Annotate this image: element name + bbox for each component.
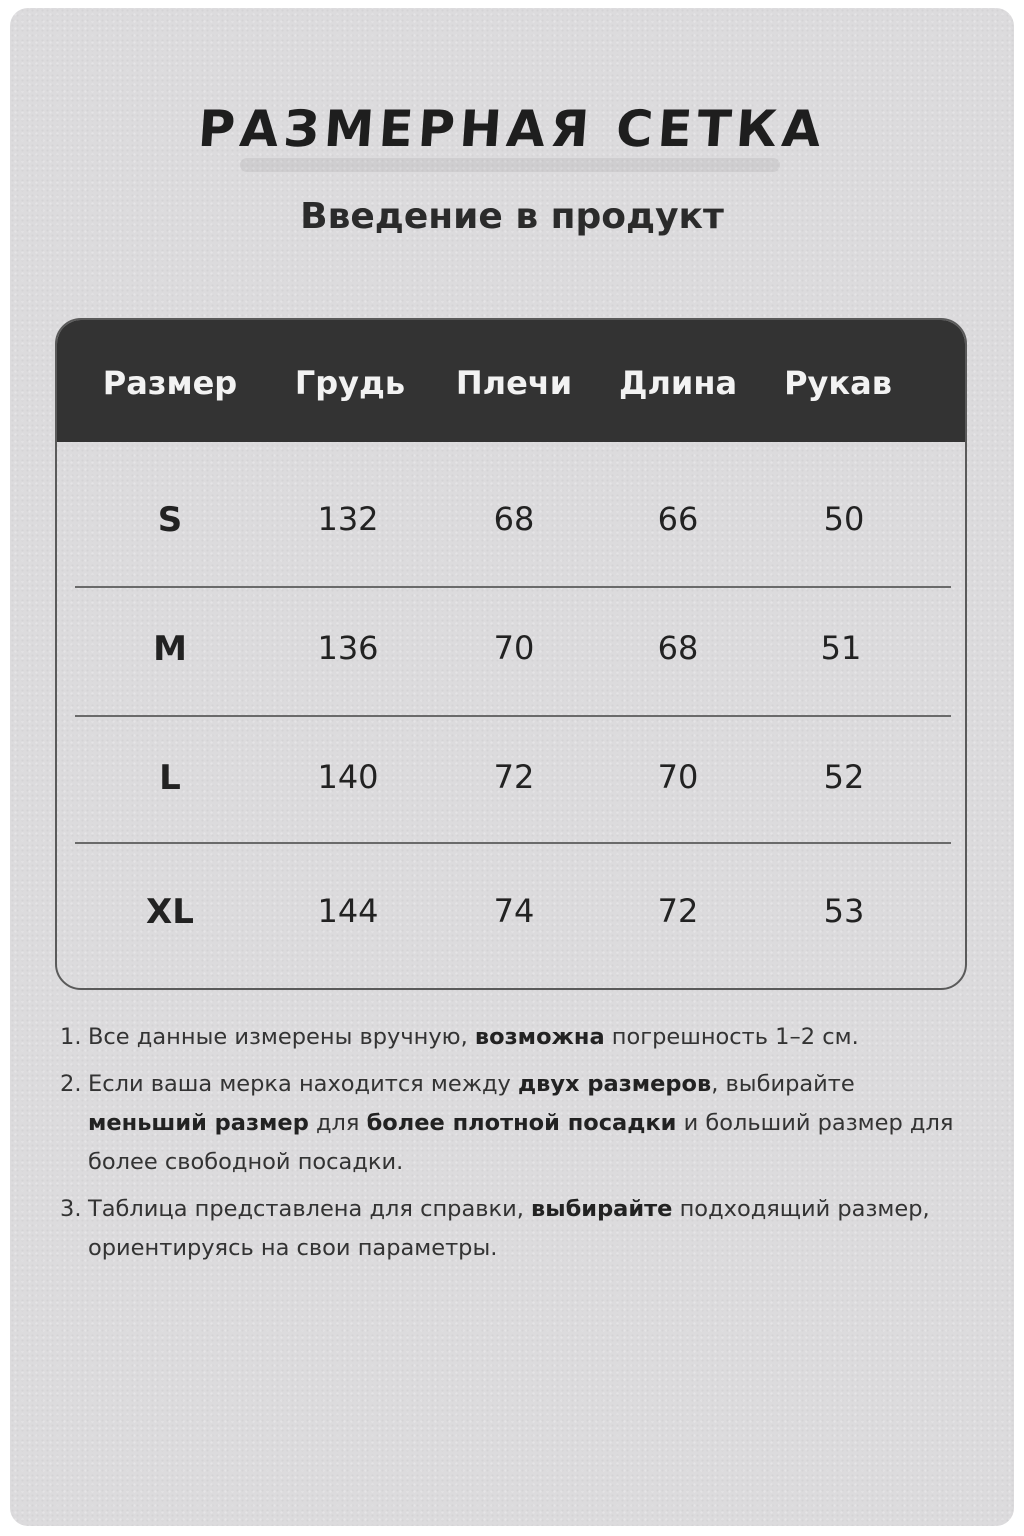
note-text: и больший размер для более свободной посадки. [88,1110,954,1175]
header-chest: Грудь [294,364,406,402]
cell-size: M [153,629,187,669]
size-notes [60,1018,960,1276]
note-text: погрешность 1–2 см. [604,1024,859,1050]
row-divider [75,586,951,588]
cell-size: XL [146,892,194,932]
cell-chest: 132 [317,500,379,538]
cell-size: S [157,500,183,540]
note-item [60,1190,960,1268]
note-number: 1. [60,1024,82,1050]
note-text: Если ваша мерка находится между [88,1071,518,1097]
note-emphasis: возможна [474,1024,605,1050]
page-subtitle: Введение в продукт [300,196,724,237]
header-size: Размер [102,364,238,402]
header-sleeve: Рукав [784,364,892,402]
cell-length: 72 [657,892,699,930]
cell-chest: 140 [317,758,379,796]
title-underline-decoration [240,158,780,172]
cell-size: L [159,758,181,798]
page-title: РАЗМЕРНАЯ СЕТКА [196,100,828,158]
row-divider [75,842,951,844]
note-text: для [308,1110,367,1136]
header-length: Длина [618,364,738,402]
note-item [60,1065,960,1182]
cell-chest: 144 [317,892,379,930]
note-text: подходящий размер, ориентируясь на свои параметры. [88,1196,930,1261]
cell-shoulders: 72 [493,758,535,796]
cell-length: 68 [657,629,699,667]
note-emphasis: более плотной посадки [366,1110,677,1136]
note-number: 2. [60,1071,82,1097]
note-text: , выбирайте [711,1071,855,1097]
cell-sleeve: 53 [823,892,865,930]
cell-shoulders: 74 [493,892,535,930]
size-chart-card [10,8,1014,1526]
note-emphasis: меньший размер [88,1110,309,1136]
cell-shoulders: 70 [493,629,535,667]
cell-chest: 136 [317,629,379,667]
cell-length: 66 [657,500,699,538]
cell-sleeve: 50 [823,500,865,538]
row-divider [75,715,951,717]
cell-sleeve: 52 [823,758,865,796]
cell-shoulders: 68 [493,500,535,538]
header-shoulders: Плечи [455,364,573,402]
note-item [60,1018,960,1057]
size-table [55,318,967,990]
note-number: 3. [60,1196,82,1222]
cell-sleeve: 51 [820,629,862,667]
table-header [57,320,965,442]
note-text: Таблица представлена для справки, [88,1196,532,1222]
note-emphasis: выбирайте [531,1196,673,1222]
cell-length: 70 [657,758,699,796]
note-emphasis: двух размеров [517,1071,712,1097]
note-text: Все данные измерены вручную, [88,1024,475,1050]
